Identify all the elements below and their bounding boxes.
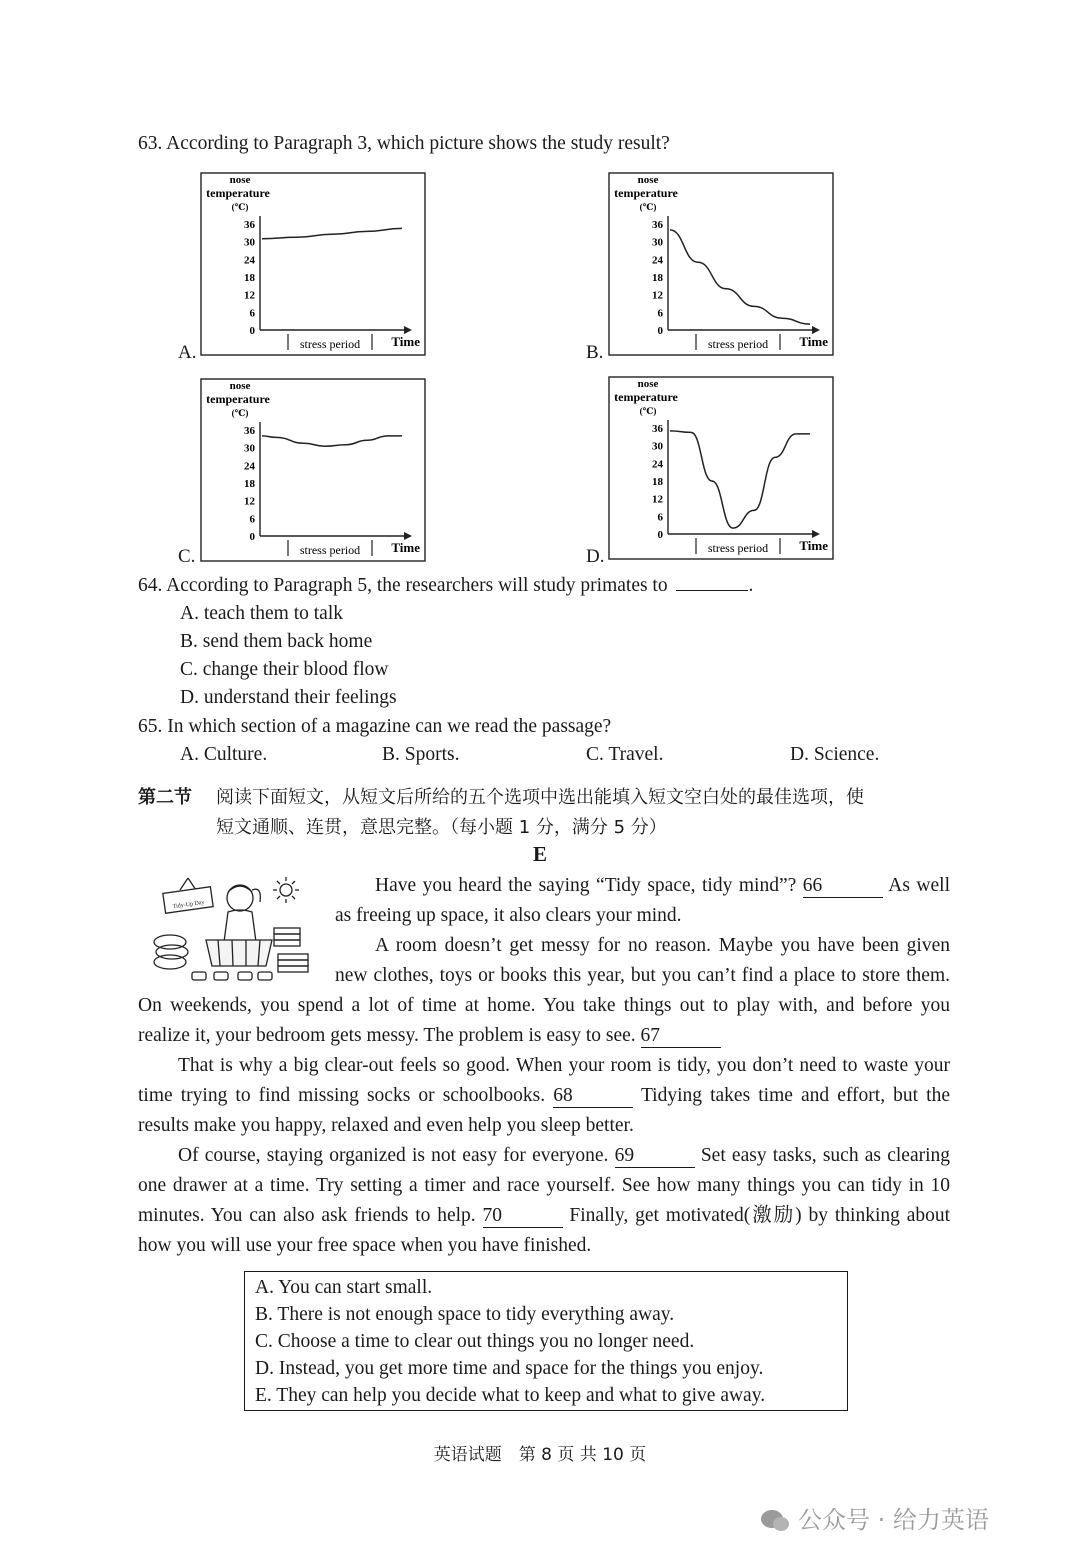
y-tick-label: 0: [657, 325, 663, 337]
passage-paragraph-4: [138, 1141, 950, 1261]
choices-box: [244, 1271, 848, 1411]
q65-option-b[interactable]: B. Sports.: [382, 744, 460, 765]
passage-text: A room doesn’t get messy for no reason. Maybe you have been given: [375, 935, 950, 956]
chart-option-letter: A.: [178, 342, 197, 363]
passage-text: Of course, staying organized is not easy for everyone.: [178, 1145, 609, 1166]
y-tick-label: 18: [652, 272, 663, 284]
chart-frame: [201, 379, 425, 561]
y-axis-label-line1: nose: [229, 380, 251, 392]
passage-text: That is why a big clear-out feels so good. When your room is tidy, you don’t need to waste your: [178, 1055, 950, 1076]
stress-period-label: stress period: [299, 543, 361, 557]
passage-text: as freeing up space, it also clears your mind.: [335, 905, 682, 926]
x-axis-label: Time: [391, 540, 420, 555]
q65-option-a[interactable]: A. Culture.: [180, 744, 268, 765]
y-tick-label: 30: [244, 236, 255, 249]
chart-option-letter: C.: [178, 546, 196, 567]
passage-paragraph-3: [138, 1051, 950, 1141]
passage-letter: E: [532, 842, 547, 866]
stress-period-label: stress period: [299, 337, 361, 351]
y-tick-label: 12: [244, 289, 255, 302]
watermark-text: 公众号 · 给力英语: [798, 1506, 989, 1534]
y-axis-unit: (℃): [231, 202, 249, 212]
passage-text: realize it, your bedroom gets messy. The problem is easy to see.: [138, 1025, 636, 1046]
wechat-icon: [760, 1509, 790, 1533]
y-tick-label: 12: [652, 493, 663, 506]
y-axis-label-line2: temperature: [206, 392, 270, 406]
q64-option-a[interactable]: A. teach them to talk: [180, 603, 343, 624]
passage-text: minutes. You can also ask friends to help.: [138, 1205, 476, 1226]
question-64-text: 64. According to Paragraph 5, the researchers will study primates to: [138, 575, 668, 596]
y-tick-label: 12: [652, 289, 663, 302]
passage-text: Tidying takes time and effort, but the: [640, 1085, 950, 1106]
y-tick-label: 6: [657, 307, 663, 320]
y-tick-label: 18: [244, 272, 255, 284]
passage-text: one drawer at a time. Try setting a timer and race yourself. See how many things you can tidy in 10: [138, 1175, 950, 1196]
chart-option-letter: B.: [586, 342, 604, 363]
y-axis-label-line1: nose: [637, 174, 659, 186]
chart-option-letter: D.: [586, 546, 605, 567]
section-2-instruction-line2: 短文通顺、连贯，意思完整。（每小题 1 分，满分 5 分）: [216, 817, 667, 838]
q64-option-b[interactable]: B. send them back home: [180, 631, 373, 652]
choice-d[interactable]: D. Instead, you get more time and space for the things you enjoy.: [255, 1358, 764, 1379]
section-2-instruction-line1: 阅读下面短文，从短文后所给的五个选项中选出能填入短文空白处的最佳选项，使: [216, 787, 864, 808]
choice-b[interactable]: B. There is not enough space to tidy everything away.: [255, 1304, 675, 1325]
y-tick-label: 36: [652, 219, 663, 231]
y-tick-label: 0: [657, 529, 663, 541]
y-tick-label: 18: [244, 478, 255, 490]
tidy-up-illustration: [148, 868, 318, 984]
y-tick-label: 24: [652, 254, 663, 267]
answer-blank-66[interactable]: 66: [803, 875, 883, 898]
q64-option-c[interactable]: C. change their blood flow: [180, 659, 389, 680]
passage-text: Have you heard the saying “Tidy space, tidy mind”?: [375, 875, 797, 896]
y-tick-label: 30: [244, 442, 255, 455]
y-axis-label-line1: nose: [637, 378, 659, 390]
y-axis-label-line2: temperature: [206, 186, 270, 200]
y-axis-label-line2: temperature: [614, 390, 678, 404]
q64-option-d[interactable]: D. understand their feelings: [180, 687, 397, 708]
y-tick-label: 6: [657, 511, 663, 524]
watermark: [760, 1500, 989, 1535]
choice-c[interactable]: C. Choose a time to clear out things you no longer need.: [255, 1331, 695, 1352]
x-axis-label: Time: [391, 334, 420, 349]
y-tick-label: 6: [249, 307, 255, 320]
y-tick-label: 36: [652, 423, 663, 435]
choice-e[interactable]: E. They can help you decide what to keep and what to give away.: [255, 1385, 766, 1406]
passage-text: On weekends, you spend a lot of time at home. You take things out to play with, and before you: [138, 995, 950, 1016]
q65-option-d[interactable]: D. Science.: [790, 744, 880, 765]
question-64-stem: [138, 572, 753, 600]
passage-text: new clothes, toys or books this year, but you can’t find a place to store them.: [335, 965, 950, 986]
stress-period-label: stress period: [707, 541, 769, 555]
y-tick-label: 36: [244, 425, 255, 437]
passage-paragraph-2-bottom: [138, 991, 950, 1051]
section-2-heading: 第二节: [138, 787, 192, 808]
stress-period-label: stress period: [707, 337, 769, 351]
passage-text: Finally, get motivated(激励) by thinking about: [569, 1205, 951, 1226]
y-tick-label: 6: [249, 513, 255, 526]
y-tick-label: 12: [244, 495, 255, 508]
answer-blank-68[interactable]: 68: [553, 1085, 633, 1108]
passage-text: how you will use your free space when you have finished.: [138, 1235, 592, 1256]
stem-period: .: [748, 575, 754, 596]
tidy-up-day-sign: Tidy-Up Day: [172, 899, 205, 911]
y-axis-unit: (℃): [639, 202, 657, 212]
passage-paragraph-2-top: [335, 931, 950, 991]
y-axis-label-line2: temperature: [614, 186, 678, 200]
y-tick-label: 36: [244, 219, 255, 231]
answer-blank-67[interactable]: 67: [641, 1025, 721, 1048]
question-63-stem: 63. According to Paragraph 3, which picture shows the study result?: [138, 133, 670, 154]
answer-blank-69[interactable]: 69: [615, 1145, 695, 1168]
answer-blank-70[interactable]: 70: [483, 1205, 563, 1228]
passage-text: As well: [888, 875, 950, 896]
y-axis-unit: (℃): [231, 408, 249, 418]
y-tick-label: 24: [652, 458, 663, 471]
y-tick-label: 24: [244, 460, 255, 473]
chart-frame: [201, 173, 425, 355]
passage-text: results make you happy, relaxed and even help you sleep better.: [138, 1115, 634, 1136]
x-axis-label: Time: [799, 334, 828, 349]
passage-paragraph-1: [335, 871, 950, 931]
y-axis-label-line1: nose: [229, 174, 251, 186]
passage-text: time trying to find missing socks or schoolbooks.: [138, 1085, 546, 1106]
y-tick-label: 30: [652, 440, 663, 453]
y-tick-label: 0: [249, 531, 255, 543]
answer-blank[interactable]: [676, 590, 748, 591]
passage-text: Set easy tasks, such as clearing: [700, 1145, 951, 1166]
y-tick-label: 30: [652, 236, 663, 249]
choice-a[interactable]: A. You can start small.: [255, 1277, 433, 1298]
chart-frame: [609, 173, 833, 355]
y-tick-label: 24: [244, 254, 255, 267]
question-65-stem: 65. In which section of a magazine can we read the passage?: [138, 716, 612, 737]
y-axis-unit: (℃): [639, 406, 657, 416]
chart-frame: [609, 377, 833, 559]
y-tick-label: 0: [249, 325, 255, 337]
x-axis-label: Time: [799, 538, 828, 553]
y-tick-label: 18: [652, 476, 663, 488]
page-footer: 英语试题 第 8 页 共 10 页: [433, 1445, 647, 1465]
q65-option-c[interactable]: C. Travel.: [586, 744, 664, 765]
